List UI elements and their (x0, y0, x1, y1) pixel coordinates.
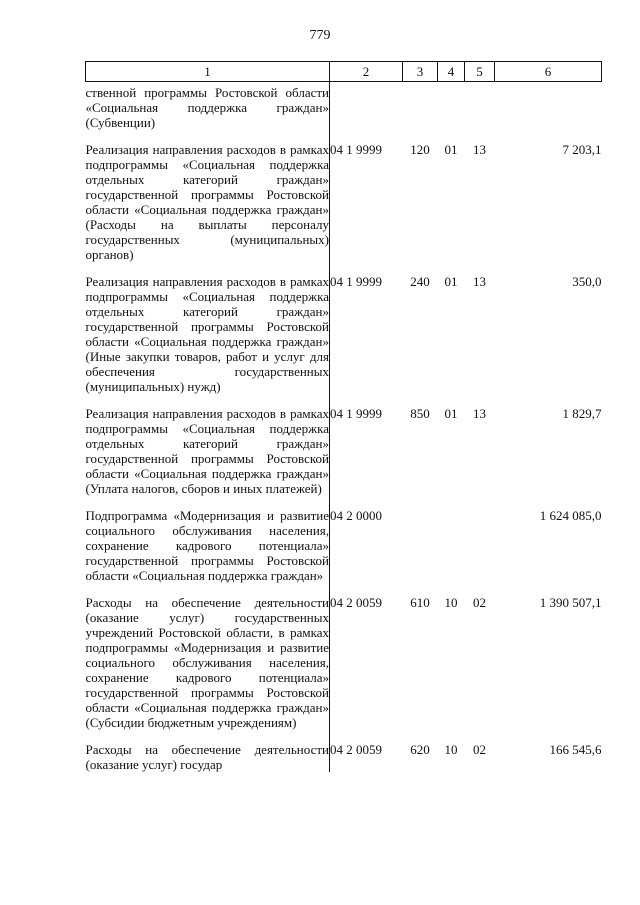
row-amount: 1 390 507,1 (539, 595, 602, 610)
row-expense-type: 610 (410, 595, 430, 610)
table-row (86, 394, 602, 496)
table-row (86, 262, 602, 394)
row-target-code: 04 1 9999 (330, 406, 382, 421)
row-expense-type (403, 496, 438, 583)
row-expense-type (403, 82, 438, 131)
row-name: Расходы на обеспечение деятельности (оказание услуг) государ (86, 730, 330, 772)
row-amount: 166 545,6 (549, 742, 602, 757)
row-section: 10 (444, 595, 458, 610)
row-amount: 1 829,7 (562, 406, 602, 421)
row-section: 01 (444, 274, 458, 289)
column-header: 3 (403, 62, 438, 82)
table-row (86, 496, 602, 583)
row-name: Реализация направления расходов в рамках подпрограммы «Социальная поддержка отдельных категорий граждан» государственной программы Ростовской области «Социальная поддержка граждан» (Иные закупки товаров, работ и услуг для обеспечения государственных (муниципальных) нужд) (86, 262, 330, 394)
column-header: 5 (465, 62, 495, 82)
column-header: 6 (495, 62, 602, 82)
row-target-code: 04 1 9999 (330, 274, 382, 289)
row-expense-type: 850 (410, 406, 430, 421)
column-header: 1 (86, 62, 330, 82)
row-target-code (330, 82, 403, 131)
row-target-code: 04 2 0000 (330, 508, 382, 523)
table-row (86, 730, 602, 772)
row-expense-type: 120 (410, 142, 430, 157)
row-subsection (465, 496, 495, 583)
row-subsection: 02 (473, 595, 486, 610)
table-header-row (86, 62, 602, 82)
row-name: Подпрограмма «Модернизация и развитие социального обслуживания населения, сохранение кадрового потенциала» государственной программы Ростовской области «Социальная поддержка граждан» (86, 496, 330, 583)
row-target-code: 04 2 0059 (330, 595, 382, 610)
row-amount: 7 203,1 (562, 142, 602, 157)
table-row (86, 82, 602, 131)
row-subsection: 02 (473, 742, 486, 757)
row-expense-type: 240 (410, 274, 430, 289)
row-amount: 350,0 (572, 274, 602, 289)
budget-table (85, 61, 602, 772)
column-header: 2 (330, 62, 403, 82)
row-subsection: 13 (473, 274, 486, 289)
row-amount (495, 82, 602, 131)
row-name: ственной программы Ростовской области «Социальная поддержка граждан» (Субвенции) (86, 82, 330, 131)
table-row (86, 130, 602, 262)
page-number: 779 (309, 28, 331, 43)
row-section: 01 (444, 406, 458, 421)
row-name: Расходы на обеспечение деятельности (оказание услуг) государственных учреждений Ростовской области, в рамках подпрограммы «Модернизация и развитие социального обслуживания населения, сохранение кадрового потенциала» государственной программы Ростовской области «Социальная поддержка граждан» (Субсидии бюджетным учреждениям) (86, 583, 330, 730)
row-amount: 1 624 085,0 (539, 508, 602, 523)
row-subsection: 13 (473, 142, 486, 157)
table-row (86, 583, 602, 730)
row-expense-type: 620 (410, 742, 430, 757)
row-name: Реализация направления расходов в рамках подпрограммы «Социальная поддержка отдельных категорий граждан» государственной программы Ростовской области «Социальная поддержка граждан» (Уплата налогов, сборов и иных платежей) (86, 394, 330, 496)
row-subsection: 13 (473, 406, 486, 421)
row-name: Реализация направления расходов в рамках подпрограммы «Социальная поддержка отдельных категорий граждан» государственной программы Ростовской области «Социальная поддержка граждан» (Расходы на выплаты персоналу государственных (муниципальных) органов) (86, 130, 330, 262)
column-header: 4 (438, 62, 465, 82)
row-section (438, 82, 465, 131)
row-section (438, 496, 465, 583)
row-target-code: 04 1 9999 (330, 142, 382, 157)
row-target-code: 04 2 0059 (330, 742, 382, 757)
row-section: 01 (444, 142, 458, 157)
row-subsection (465, 82, 495, 131)
row-section: 10 (444, 742, 458, 757)
